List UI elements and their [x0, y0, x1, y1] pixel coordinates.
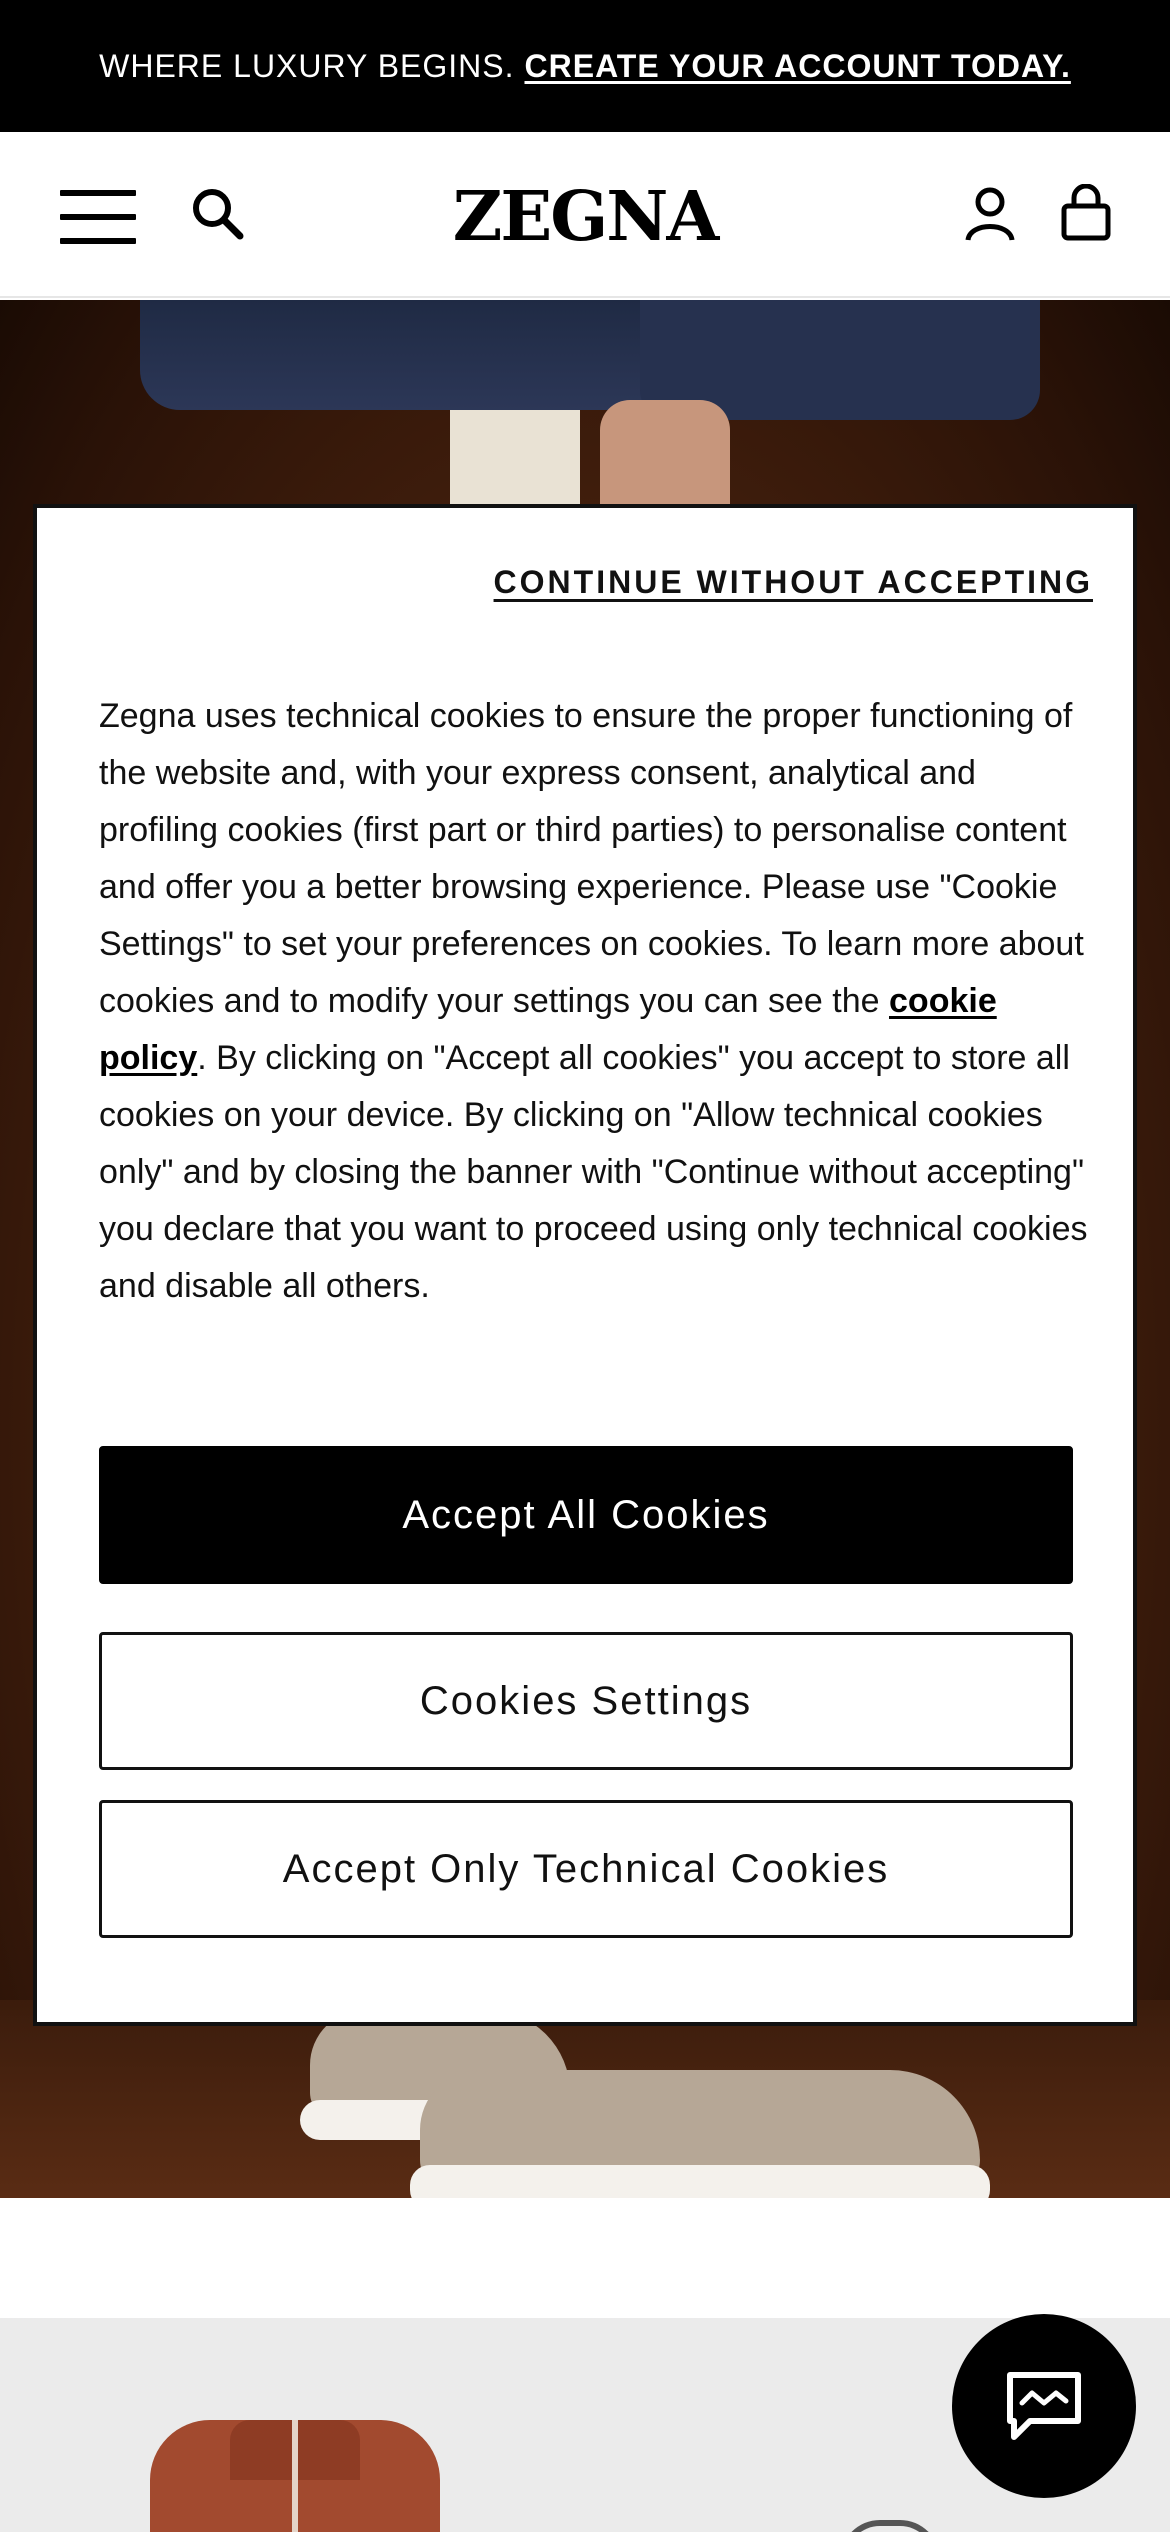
brand-logo[interactable]: ZEGNA — [452, 177, 718, 257]
cookie-consent-text — [99, 688, 1089, 1315]
chat-button[interactable] — [952, 2314, 1136, 2498]
cookies-settings-button[interactable]: Cookies Settings — [99, 1632, 1073, 1770]
site-header — [0, 132, 1170, 298]
cookie-consent-dialog — [33, 504, 1137, 2026]
create-account-link[interactable]: CREATE YOUR ACCOUNT TODAY. — [524, 47, 1071, 84]
accept-technical-cookies-button[interactable]: Accept Only Technical Cookies — [99, 1800, 1073, 1938]
cookie-policy-link[interactable]: cookie policy — [99, 982, 997, 1077]
promo-banner — [0, 0, 1170, 132]
consent-text-part-1: Zegna uses technical cookies to ensure the proper functioning of the website and, with your express consent, analytical and profiling cookies (first part or third parties) to personalise content and offer you a better browsing experience. Please use "Cookie Settings" to set your preferences on cookies. To learn more about cookies and to modify your settings you can see the — [99, 697, 1084, 1020]
bag-icon[interactable] — [1056, 184, 1116, 244]
promo-text: WHERE LUXURY BEGINS. — [99, 47, 515, 84]
accept-all-cookies-button[interactable]: Accept All Cookies — [99, 1446, 1073, 1584]
account-icon[interactable] — [960, 184, 1020, 244]
menu-icon[interactable] — [60, 190, 136, 244]
search-icon[interactable] — [188, 184, 248, 244]
vest-zipper — [292, 2420, 298, 2532]
hero-sole-right — [410, 2165, 990, 2198]
chat-icon — [1004, 2369, 1084, 2443]
continue-without-accepting-button[interactable]: CONTINUE WITHOUT ACCEPTING — [493, 564, 1093, 600]
consent-text-part-2: . By clicking on "Accept all cookies" you accept to store all cookies on your device. By clicking on "Allow technical cookies only" and by closing the banner with "Continue without accepting" you declare that you want to proceed using only technical cookies and disable all others. — [99, 1039, 1088, 1305]
section-spacer — [0, 2198, 1170, 2318]
